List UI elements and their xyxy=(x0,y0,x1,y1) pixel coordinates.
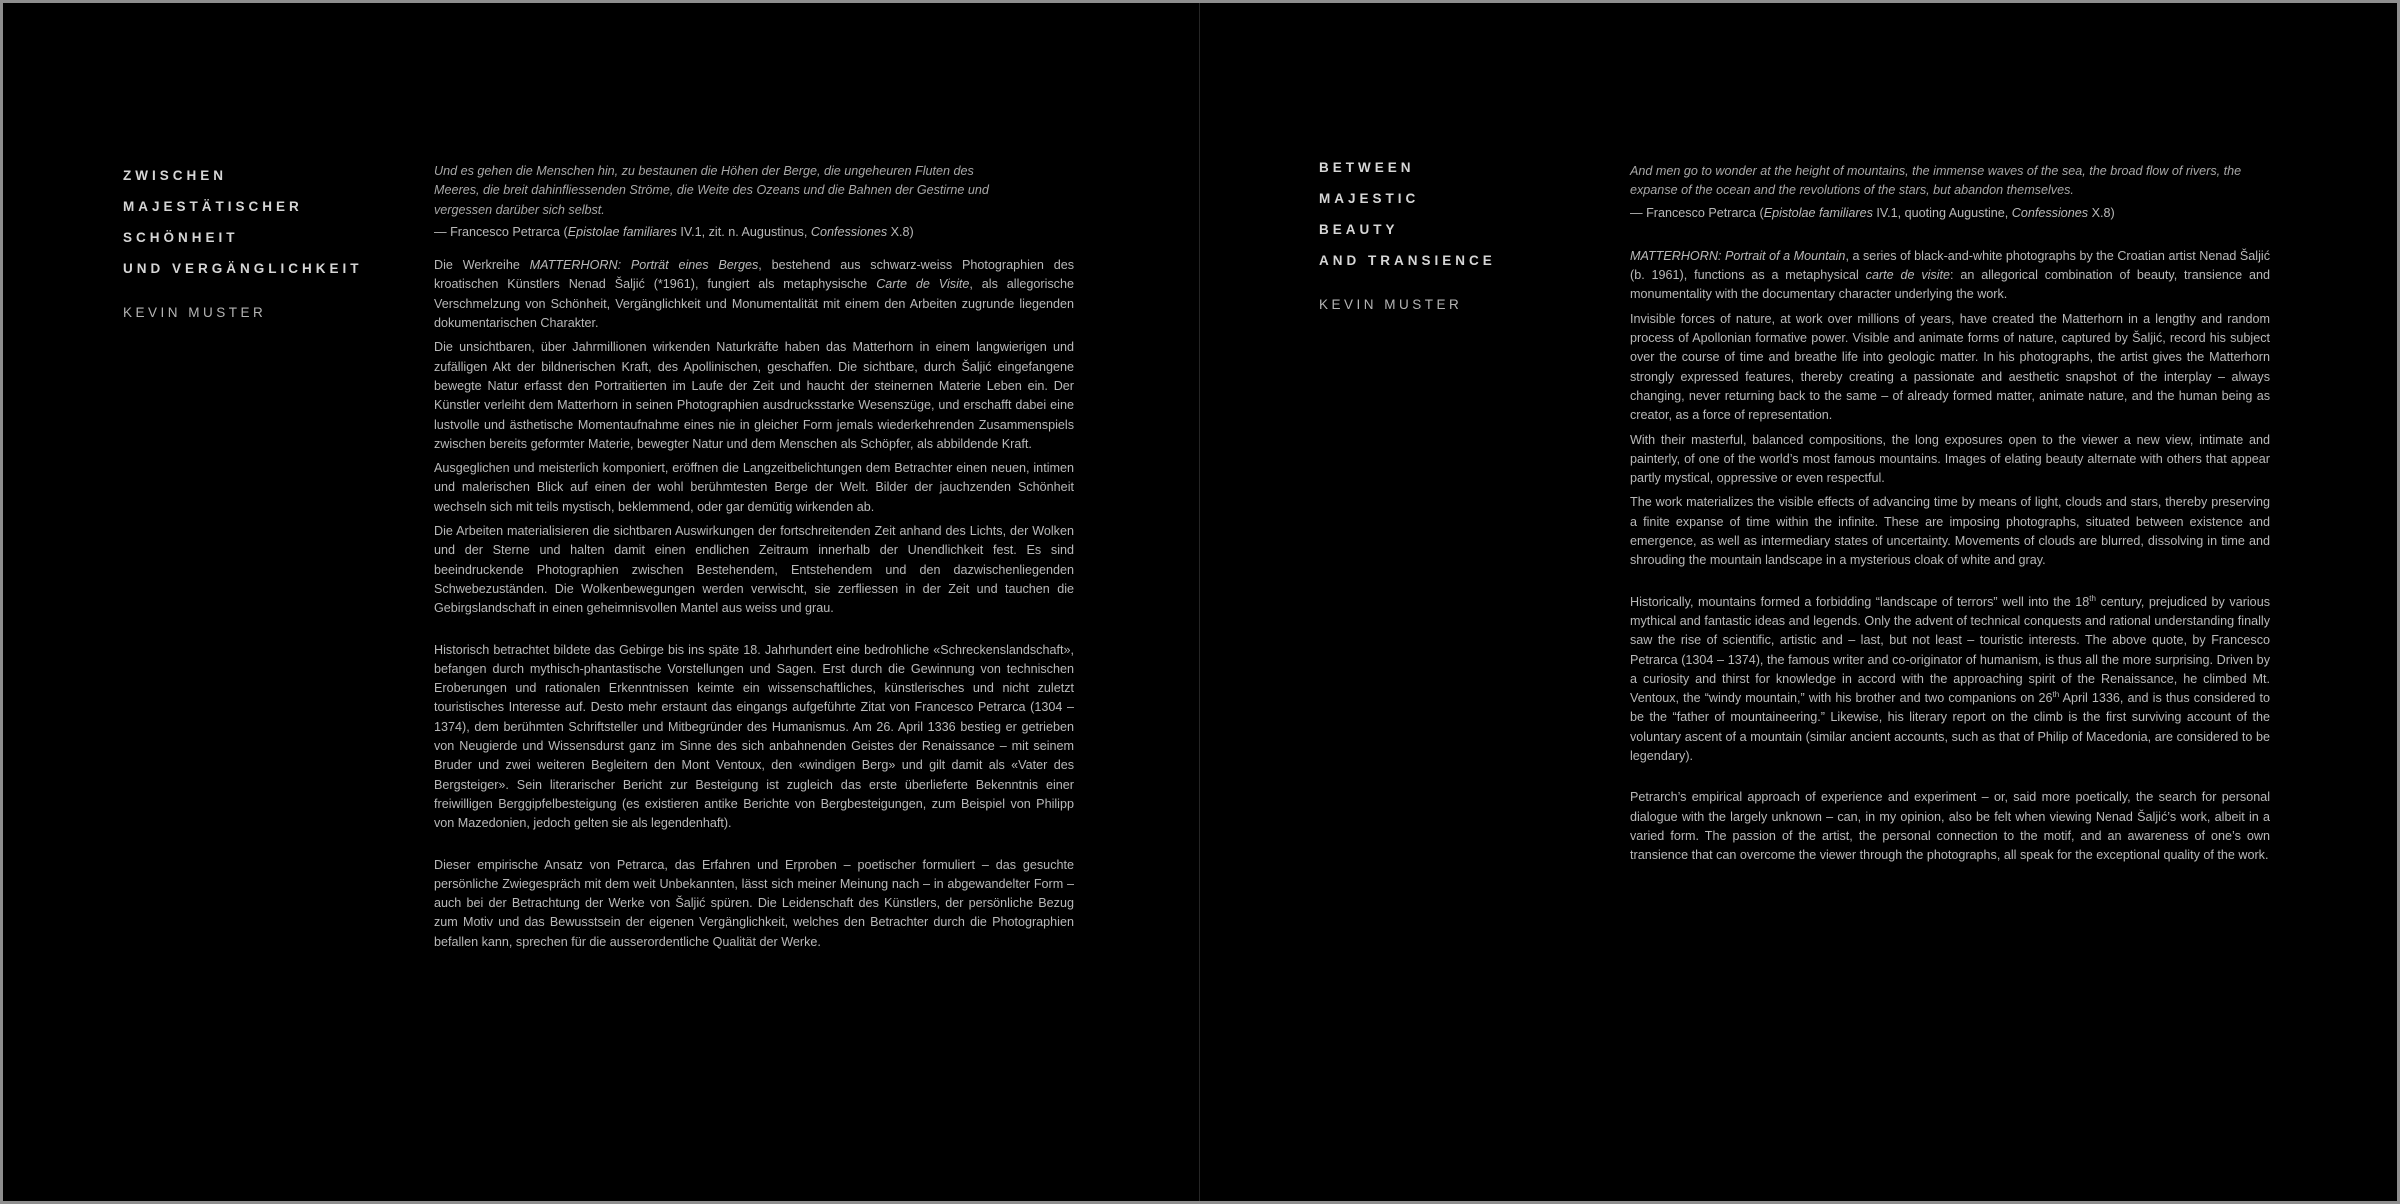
title-line: UND VERGÄNGLICHKEIT xyxy=(123,261,363,276)
title-line: SCHÖNHEIT xyxy=(123,230,239,245)
title-line: MAJESTIC xyxy=(1319,191,1420,206)
body-paragraph: Die unsichtbaren, über Jahrmillionen wirkenden Naturkräfte haben das Matterhorn in einem langwierigen und zufälligen Akt der bildnerischen Kraft, des Apollinischen, geschaffen. Die sichtbare, durch Šaljić eingefangene bewegte Natur erfasst den Portraitierten im Laufe der Zeit und haucht der steinernen Materie Leben ein. Der Künstler verleiht dem Matterhorn in seinen Photographien ausdrucksstarke Wesenszüge, und erschafft dabei eine lustvolle und ästhetische Momentaufnahme eines nie in gleicher Form jemals wiederkehrenden Zusammenspiels zwischen bereits geformter Materie, bewegter Natur und dem Menschen als Schöpfer, als abbildende Kraft. xyxy=(434,340,1074,451)
epigraph-attribution: — Francesco Petrarca (Epistolae familiares IV.1, quoting Augustine, Confessiones X.8) xyxy=(1630,205,2115,220)
right-text-column xyxy=(1630,162,2270,871)
right-title xyxy=(1319,152,1496,312)
epigraph-quote: And men go to wonder at the height of mountains, the immense waves of the sea, the broad flow of rivers, the expanse of the ocean and the revolutions of the stars, but abandon themselves. xyxy=(1630,164,2242,198)
body-paragraph: Die Arbeiten materialisieren die sichtbaren Auswirkungen der fortschreitenden Zeit anhand des Lichts, der Wolken und der Sterne und halten damit einen endlichen Zeitraum innerhalb der Unendlichkeit fest. Es sind beeindruckende Photographien zwischen Bestehendem, Entstehendem und den dazwischenliegenden Schwebezuständen. Die Wolkenbewegungen werden verwischt, sie zerfliessen in der Zeit und tauchen die Gebirgslandschaft in einen geheimnisvollen Mantel aus weiss und grau. xyxy=(434,524,1074,616)
history-paragraph: Historically, mountains formed a forbidding “landscape of terrors” well into the 18th century, prejudiced by various mythical and fantastic ideas and legends. Only the advent of technical conquests and rational understanding finally saw the rise of scientific, artistic and – last, but not least – touristic interests. The above quote, by Francesco Petrarca (1304 – 1374), the famous writer and co-originator of humanism, is thus all the more surprising. Driven by a curiosity and thirst for knowledge in accord with the approaching spirit of the Renaissance, he climbed Mt. Ventoux, the “windy mountain,” with his brother and two companions on 26th April 1336, and is thus considered to be the “father of mountaineering.” Likewise, his literary report on the climb is the first surviving account of the voluntary ascent of a mountain (similar ancient accounts, such as that of Philip of Macedonia, are considered to be legendary). xyxy=(1630,593,2270,764)
body-paragraph: Ausgeglichen und meisterlich komponiert, eröffnen die Langzeitbelichtungen dem Betrachter einen neuen, intimen und malerischen Blick auf einen der wohl berühmtesten Berge der Welt. Bilder der jauchzenden Schönheit wechseln sich mit teils mystisch, beklemmend, oder gar demütig wirkenden ab. xyxy=(434,461,1074,514)
author-name: KEVIN MUSTER xyxy=(123,305,267,320)
closing-paragraph: Petrarch’s empirical approach of experience and experiment – or, said more poetically, the search for personal dialogue with the largely unknown – can, in my opinion, also be felt when viewing Nenad Šaljić’s work, albeit in a varied form. The passion of the artist, the personal connection to the motif, and an awareness of one’s own transience that can overcome the viewer through the photographs, all speak for the exceptional quality of the work. xyxy=(1630,790,2270,863)
author-name: KEVIN MUSTER xyxy=(1319,297,1463,312)
title-line: BETWEEN xyxy=(1319,160,1415,175)
title-line: BEAUTY xyxy=(1319,222,1399,237)
book-spread xyxy=(3,3,2397,1201)
intro-paragraph: MATTERHORN: Portrait of a Mountain, a series of black-and-white photographs by the Croatian artist Nenad Šaljić (b. 1961), functions as a metaphysical carte de visite: an allegorical combination of beauty, transience and monumentality with the documentary character underlying the work. xyxy=(1630,248,2271,302)
epigraph-quote: Und es gehen die Menschen hin, zu bestaunen die Höhen der Berge, die ungeheuren Fluten des Meeres, die breit dahinfliessenden Ströme, die Weite des Ozeans und die Bahnen der Gestirne und vergessen darüber sich selbst. xyxy=(434,164,989,217)
body-paragraph: With their masterful, balanced compositions, the long exposures open to the viewer a new view, intimate and painterly, of one of the world’s most famous mountains. Images of elating beauty alternate with others that appear partly mystical, oppressive or even respectful. xyxy=(1630,432,2270,486)
closing-paragraph: Dieser empirische Ansatz von Petrarca, das Erfahren und Erproben – poetischer formuliert – das gesuchte persönliche Zwiegespräch mit dem weit Unbekannten, lässt sich meiner Meinung nach – in abgewandelter Form – auch bei der Betrachtung der Werke von Šaljić spüren. Die Leidenschaft des Künstlers, der persönliche Bezug zum Motiv und das Bewusstsein der eigenen Vergänglichkeit, welches den Betrachter durch die Photographien befallen kann, sprechen für die ausserordentliche Qualität der Werke. xyxy=(434,857,1074,949)
intro-paragraph: Die Werkreihe MATTERHORN: Porträt eines Berges, bestehend aus schwarz-weiss Photographien des kroatischen Künstlers Nenad Šaljić (*1961), fungiert als metaphysische Carte de Visite, als allegorische Verschmelzung von Schönheit, Vergänglichkeit und Monumentalität mit einem den Arbeiten zugrunde liegenden dokumentarischen Charakter. xyxy=(434,258,1074,331)
left-title xyxy=(123,160,363,320)
body-paragraph: The work materializes the visible effects of advancing time by means of light, clouds and stars, thereby preserving a finite expanse of time within the infinite. These are imposing photographs, situated between existence and emergence, as well as intermediary states of uncertainty. Movements of clouds are blurred, dissolving in time and shrouding the mountain landscape in a mysterious cloak of white and gray. xyxy=(1630,495,2270,568)
title-line: AND TRANSIENCE xyxy=(1319,253,1496,268)
title-line: MAJESTÄTISCHER xyxy=(123,199,303,214)
body-paragraph: Invisible forces of nature, at work over millions of years, have created the Matterhorn in a lengthy and random process of Apollonian formative power. Visible and animate forms of nature, captured by Šaljić, record his subject over the course of time and breathe life into geologic matter. In his photographs, the artist gives the Matterhorn strongly expressed features, thereby creating a passionate and aesthetic snapshot of the interplay – always changing, never returning back to the same – of already formed matter, animate nature, and the human being as creator, as a force of representation. xyxy=(1630,311,2270,423)
left-text-column xyxy=(434,162,1074,957)
title-line: ZWISCHEN xyxy=(123,168,227,183)
epigraph-attribution: — Francesco Petrarca (Epistolae familiares IV.1, zit. n. Augustinus, Confessiones X.8) xyxy=(434,224,914,239)
history-paragraph: Historisch betrachtet bildete das Gebirge bis ins späte 18. Jahrhundert eine bedrohliche «Schreckenslandschaft», befangen durch mythisch-phantastische Vorstellungen und Sagen. Erst durch die Gewinnung von technischen Eroberungen und rationalen Erkenntnissen keimte ein wissenschaftliches, künstlerisches und nicht zuletzt touristisches Interesse auf. Desto mehr erstaunt das eingangs aufgeführte Zitat von Francesco Petrarca (1304 – 1374), dem berühmten Schriftsteller und Mitbegründer des Humanismus. Am 26. April 1336 bestieg er getrieben von Neugierde und Wissensdurst ganz im Sinne des sich anbahnenden Geistes der Renaissance – mit seinem Bruder und zwei weiteren Begleitern den Mont Ventoux, den «windigen Berg» und gilt damit als «Vater des Bergsteiger». Sein literarischer Bericht zur Besteigung ist zugleich das erste überlieferte Bekenntnis einer freiwilligen Berggipfelbesteigung (es existieren antike Berichte von Bergbesteigungen, zum Beispiel von Philipp von Mazedonien, jedoch gelten sie als legendenhaft). xyxy=(434,642,1074,831)
page-gutter xyxy=(1199,3,1200,1201)
